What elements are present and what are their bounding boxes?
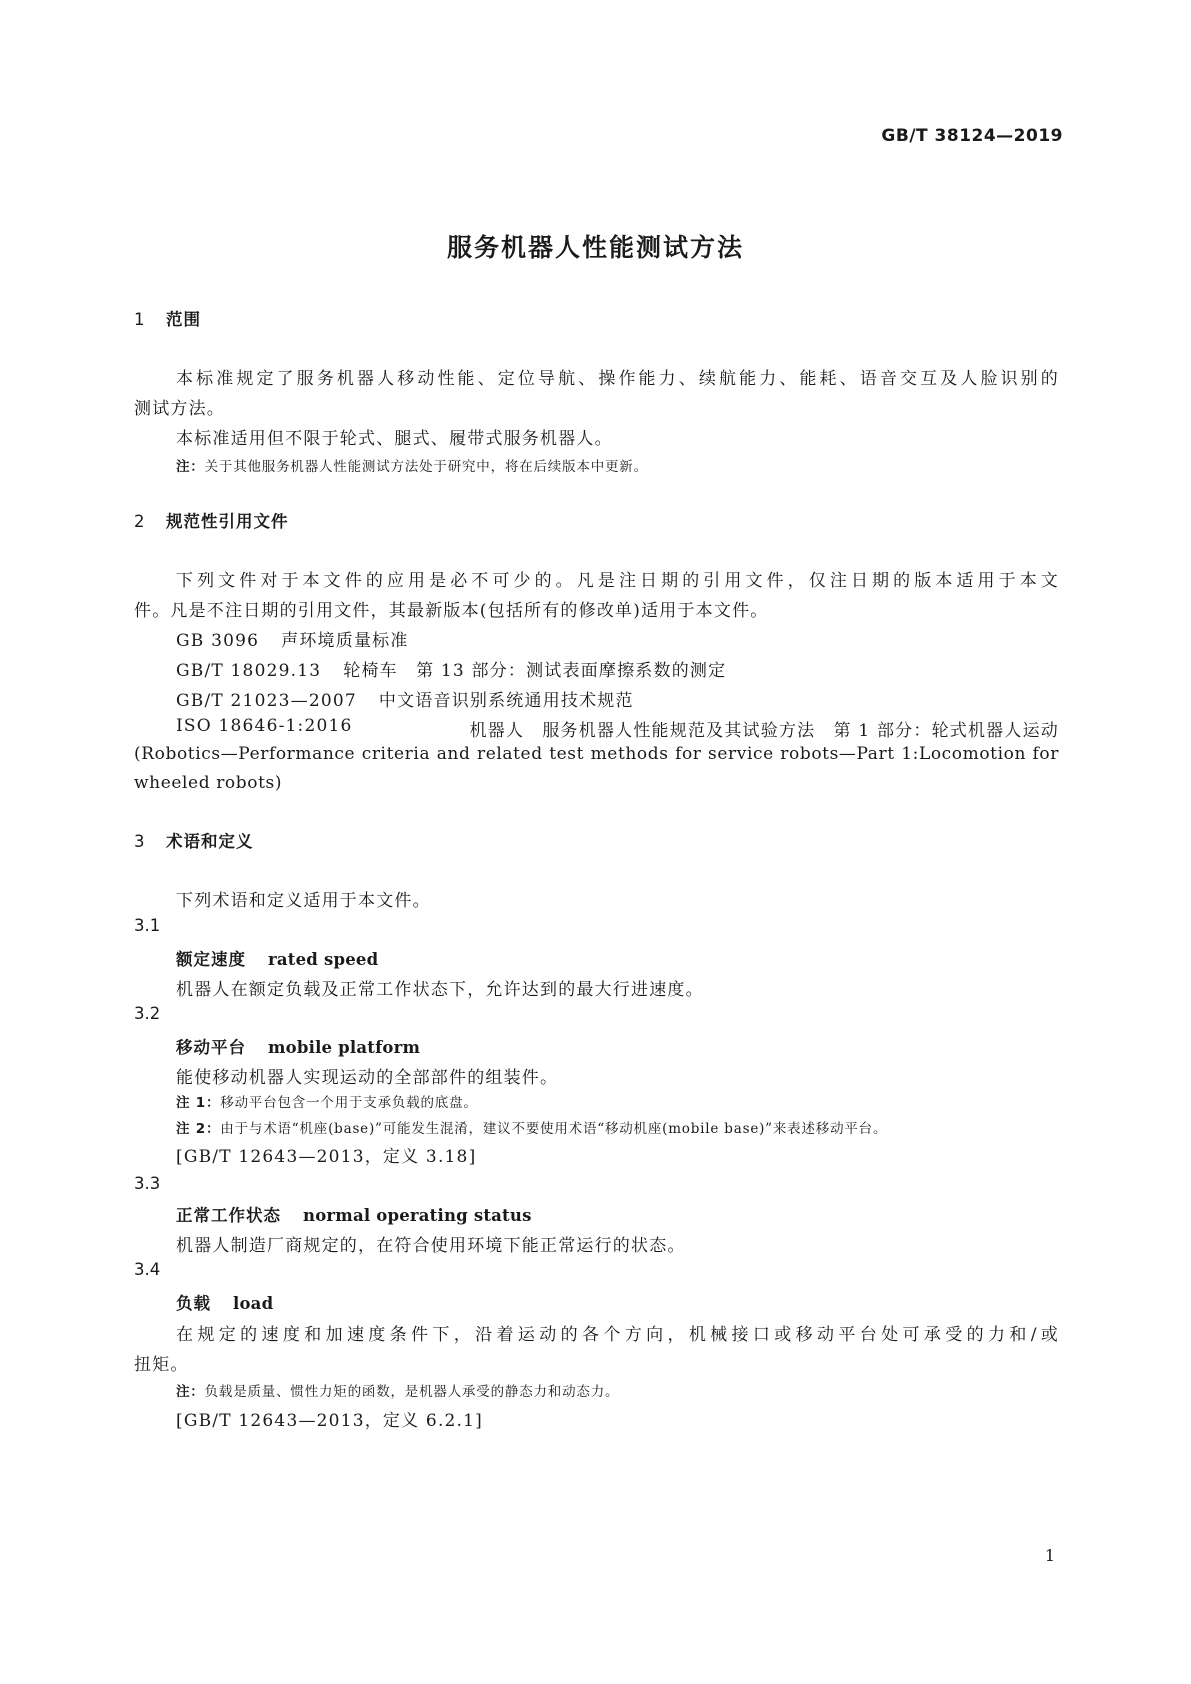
term-english: rated speed [268, 950, 379, 969]
note-label: 注 1： [176, 1095, 221, 1111]
document-title: 服务机器人性能测试方法 [446, 233, 744, 262]
term-note [176, 1117, 887, 1137]
section-3-heading [134, 828, 254, 852]
note-label: 注 2： [176, 1121, 221, 1137]
term-entry [176, 1202, 532, 1226]
term-chinese: 额定速度 [176, 950, 246, 969]
reference-title: 声环境质量标准 [281, 631, 409, 651]
section-title: 规范性引用文件 [166, 512, 289, 531]
term-english: mobile platform [268, 1038, 421, 1057]
term-entry [176, 1290, 273, 1314]
normative-reference [176, 626, 409, 651]
term-english: normal operating status [303, 1206, 532, 1225]
clause-number: 3.2 [134, 1004, 161, 1023]
section-number: 2 [134, 512, 146, 531]
clause-number: 3.4 [134, 1260, 161, 1279]
note-text: 关于其他服务机器人性能测试方法处于研究中，将在后续版本中更新。 [204, 459, 648, 475]
section-number: 1 [134, 310, 146, 329]
iso-english-title-line1: (Robotics—Performance criteria and related test methods for service robots—Part 1:Locomotion for [134, 744, 1059, 764]
clause-number: 3.1 [134, 916, 161, 935]
sec3-intro: 下列术语和定义适用于本文件。 [176, 891, 431, 911]
sec1-para1-line2: 测试方法。 [134, 399, 225, 419]
normative-reference [176, 716, 1059, 741]
sec1-para1-line1: 本标准规定了服务机器人移动性能、定位导航、操作能力、续航能力、能耗、语音交互及人脸识别的 [176, 369, 1059, 389]
term-note [176, 1380, 619, 1400]
term-definition-line2: 扭矩。 [134, 1355, 189, 1375]
sec2-para-line2: 件。凡是不注日期的引用文件，其最新版本(包括所有的修改单)适用于本文件。 [134, 601, 769, 621]
note-text: 由于与术语“机座(base)”可能发生混淆，建议不要使用术语“移动机座(mobile base)”来表述移动平台。 [220, 1121, 888, 1137]
section-2-heading [134, 508, 289, 532]
note-label: 注： [176, 1384, 205, 1400]
section-title: 术语和定义 [166, 832, 254, 851]
term-definition: 机器人制造厂商规定的，在符合使用环境下能正常运行的状态。 [176, 1236, 686, 1256]
note-label: 注： [176, 459, 205, 475]
term-entry [176, 946, 378, 970]
reference-code: GB/T 21023—2007 [176, 691, 357, 711]
term-chinese: 负载 [176, 1294, 211, 1313]
reference-title: 机器人 服务机器人性能规范及其试验方法 第 1 部分：轮式机器人运动 [469, 721, 1059, 741]
term-chinese: 正常工作状态 [176, 1206, 281, 1225]
normative-reference [176, 686, 634, 711]
term-source: [GB/T 12643—2013，定义 3.18] [176, 1147, 477, 1167]
sec1-note [176, 455, 648, 475]
reference-title: 轮椅车 第 13 部分：测试表面摩擦系数的测定 [343, 661, 727, 681]
reference-code: GB 3096 [176, 631, 260, 651]
reference-code: GB/T 18029.13 [176, 661, 322, 681]
sec1-para2: 本标准适用但不限于轮式、腿式、履带式服务机器人。 [176, 429, 613, 449]
term-definition: 能使移动机器人实现运动的全部部件的组装件。 [176, 1068, 559, 1088]
clause-number: 3.3 [134, 1174, 161, 1193]
section-1-heading [134, 306, 201, 330]
term-entry [176, 1034, 420, 1058]
page-number: 1 [1044, 1546, 1055, 1565]
term-chinese: 移动平台 [176, 1038, 246, 1057]
sec2-para-line1: 下列文件对于本文件的应用是必不可少的。凡是注日期的引用文件，仅注日期的版本适用于本文 [176, 571, 1059, 591]
normative-reference [176, 656, 726, 681]
note-text: 负载是质量、惯性力矩的函数，是机器人承受的静态力和动态力。 [204, 1384, 620, 1400]
term-definition: 机器人在额定负载及正常工作状态下，允许达到的最大行进速度。 [176, 980, 704, 1000]
reference-title: 中文语音识别系统通用技术规范 [378, 691, 634, 711]
term-note [176, 1091, 478, 1111]
section-number: 3 [134, 832, 146, 851]
iso-english-title-line2: wheeled robots) [134, 773, 283, 793]
reference-code: ISO 18646-1:2016 [176, 716, 353, 736]
note-text: 移动平台包含一个用于支承负载的底盘。 [220, 1095, 478, 1111]
term-source: [GB/T 12643—2013，定义 6.2.1] [176, 1411, 484, 1431]
term-english: load [233, 1294, 274, 1313]
section-title: 范围 [166, 310, 201, 329]
standard-number: GB/T 38124—2019 [881, 126, 1063, 146]
term-definition-line1: 在规定的速度和加速度条件下，沿着运动的各个方向，机械接口或移动平台处可承受的力和/或 [176, 1325, 1059, 1345]
